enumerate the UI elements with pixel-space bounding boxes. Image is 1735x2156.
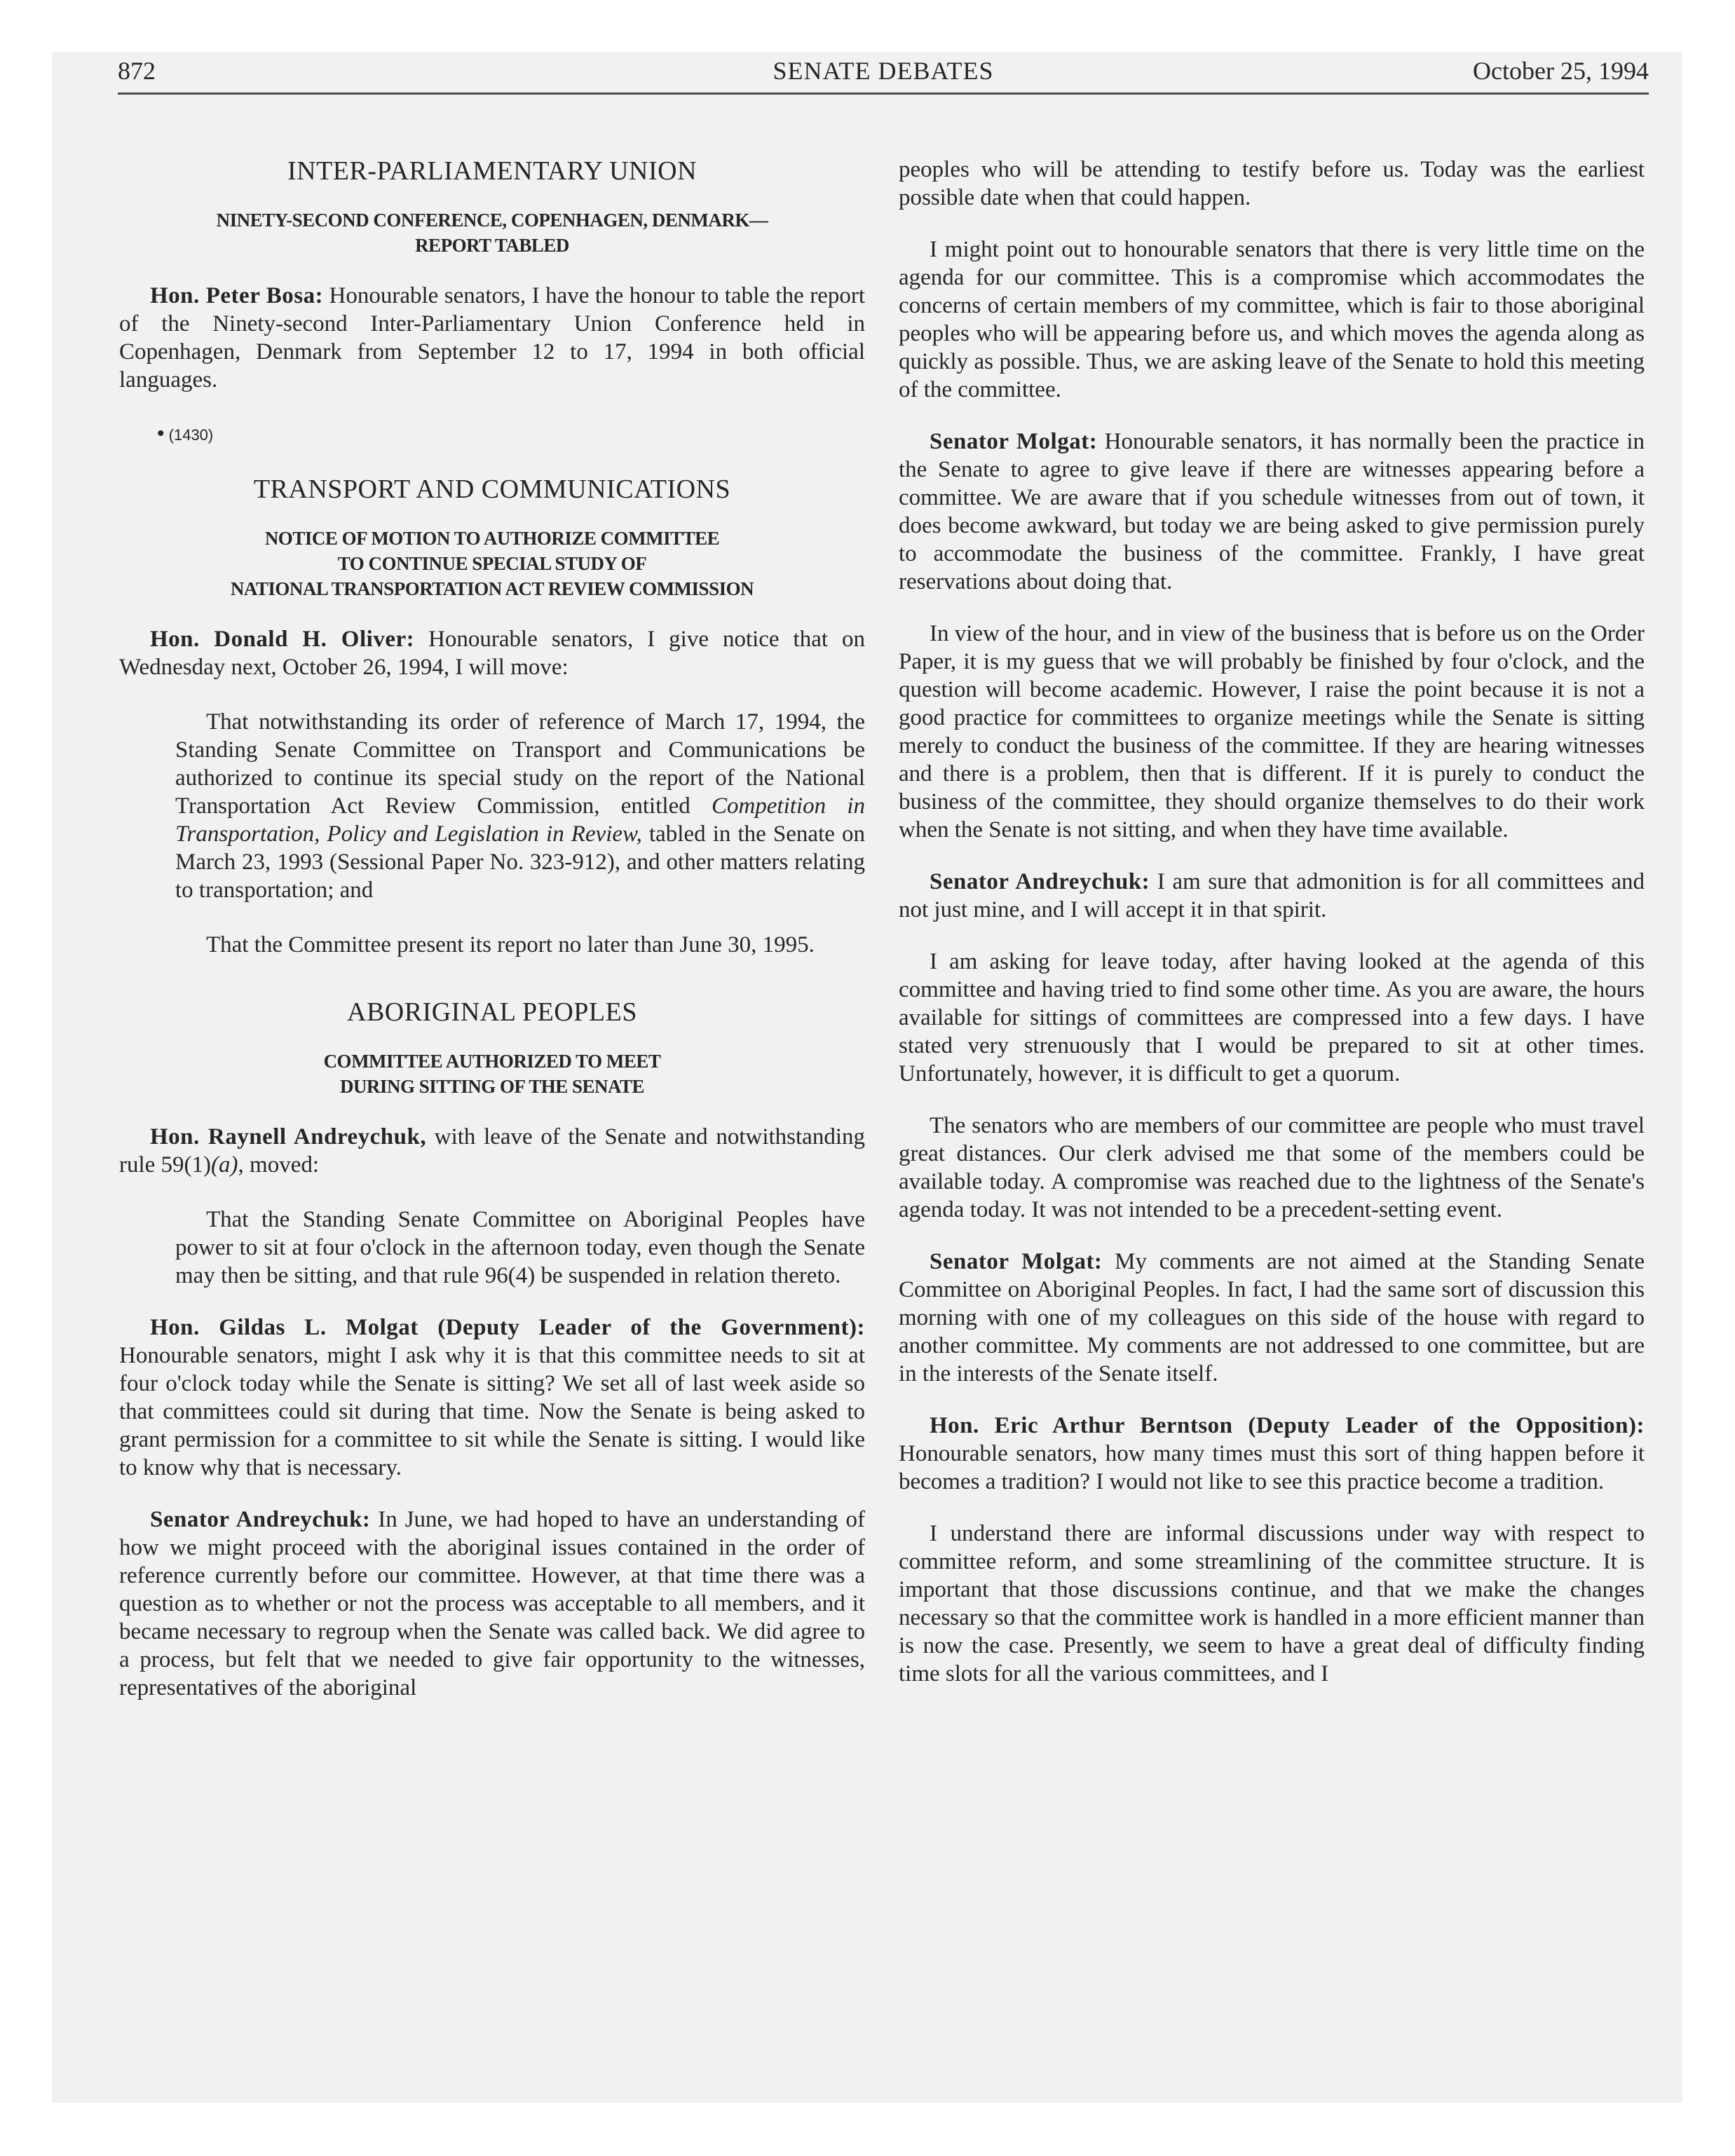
molgat-paragraph-2 bbox=[899, 428, 1645, 596]
left-column bbox=[119, 156, 865, 1702]
speaker-name: Senator Molgat: bbox=[930, 1249, 1103, 1274]
bosa-paragraph bbox=[119, 282, 865, 394]
speaker-name: Senator Andreychuk: bbox=[150, 1507, 371, 1532]
speech-text: Honourable senators, it has normally been the practice in the Senate to agree to give leave if there are witnesses appearing before a committee. We are aware that if you schedule witnesses from out of town, it does become awkward, but today we are being asked to give permission purely to accommodate the business of the committee. Frankly, I have great reservations about doing that. bbox=[899, 429, 1645, 594]
motion-paragraph-2: That the Committee present its report no later than June 30, 1995. bbox=[206, 932, 815, 957]
andreychuk-paragraph-6: The senators who are members of our committee are people who must travel great distances. Our clerk advised me that some of the members could be available today. A compromise was reached due to the lightness of the Senate's agenda today. It was not intended to be a precedent-setting event. bbox=[899, 1113, 1645, 1222]
bullet-icon: • bbox=[157, 422, 165, 445]
speech-text: Honourable senators, how many times must this sort of thing happen before it becomes a tradition? I would not like to see this practice become a tradition. bbox=[899, 1441, 1645, 1494]
time-code: (1430) bbox=[168, 426, 214, 444]
molgat-paragraph-4 bbox=[899, 1248, 1645, 1388]
speaker-name: Senator Molgat: bbox=[930, 429, 1098, 454]
speech-text: Honourable senators, I have the honour to table the report of the Ninety-second Inter-Parliamentary Union Conference held in Copenhagen, Denmark from September 12 to 17, 1994 in both official languages. bbox=[119, 283, 865, 393]
speech-text: In June, we had hoped to have an understanding of how we might proceed with the aboriginal issues contained in the order of reference currently before our committee. However, at that time there was a question as to whether or not the process was acceptable to all members, and it became necessary to regroup when the Senate was called back. We did agree to a process, but felt that we needed to give fair opportunity to the witnesses, representatives of the aboriginal bbox=[119, 1507, 865, 1700]
aboriginal-subheading-line1: COMMITTEE AUTHORIZED TO MEET bbox=[323, 1051, 661, 1072]
andreychuk-paragraph-3: I might point out to honourable senators that there is very little time on the agenda for our committee. This is a compromise which accommodates the concerns of certain members of my committee, which is fair to those aboriginal peoples who will be appearing before us, and which moves the agenda along as quickly as possible. Thus, we are asking leave of the Senate to hold this meeting of the committee. bbox=[899, 237, 1645, 402]
ipu-subheading-line1: NINETY-SECOND CONFERENCE, COPENHAGEN, DENMARK— bbox=[216, 210, 768, 231]
transport-heading: TRANSPORT AND COMMUNICATIONS bbox=[253, 475, 731, 504]
speech-text: Honourable senators, I give notice that on Wednesday next, October 26, 1994, I will move: bbox=[119, 627, 866, 680]
speaker-name: Hon. Eric Arthur Berntson (Deputy Leader of the Opposition): bbox=[930, 1413, 1645, 1438]
ipu-subheading-line2: REPORT TABLED bbox=[415, 235, 569, 256]
andreychuk-motion-paragraph: Hon. Raynell Andreychuk, with leave of the Senate and notwithstanding rule 59(1)(a), moved: bbox=[119, 1124, 865, 1178]
aboriginal-heading: ABORIGINAL PEOPLES bbox=[347, 997, 637, 1027]
transport-subheading-line1: NOTICE OF MOTION TO AUTHORIZE COMMITTEE bbox=[264, 528, 720, 549]
page-header bbox=[118, 55, 1649, 95]
speech-text: I am sure that admonition is for all committees and not just mine, and I will accept it in that spirit. bbox=[899, 869, 1645, 922]
molgat-paragraph-3: In view of the hour, and in view of the business that is before us on the Order Paper, it is my guess that we will probably be finished by four o'clock, and the question will become academic. However, I raise the point because it is not a good practice for committees to organize meetings while the Senate is sitting merely to conduct the business of the committee. If they are hearing witnesses and there is a problem, then that is different. If it is purely to conduct the business of the committee, they should organize themselves to do their work when the Senate is not sitting, and when they have time available. bbox=[899, 621, 1645, 842]
andreychuk-paragraph-2 bbox=[119, 1506, 865, 1702]
page-number: 872 bbox=[118, 57, 156, 85]
publication-title: SENATE DEBATES bbox=[773, 57, 994, 85]
berntson-paragraph-1 bbox=[899, 1412, 1645, 1496]
aboriginal-subheading-line2: DURING SITTING OF THE SENATE bbox=[339, 1076, 645, 1097]
speaker-name: Hon. Gildas L. Molgat (Deputy Leader of the Government): bbox=[150, 1315, 865, 1340]
motion-paragraph-3: That the Standing Senate Committee on Aboriginal Peoples have power to sit at four o'clock in the afternoon today, even though the Senate may then be sitting, and that rule 96(4) be suspended in relation thereto. bbox=[175, 1207, 865, 1288]
motion-paragraph-1: That notwithstanding its order of reference of March 17, 1994, the Standing Senate Committee on Transport and Communications be authorized to continue its special study on the report of the National Transportation Act Review Commission, entitled Competition in Transportation, Policy and Legislation in Review, tabled in the Senate on March 23, 1993 (Sessional Paper No. 323-912), and other matters relating to transportation; and bbox=[175, 709, 865, 903]
ipu-heading: INTER-PARLIAMENTARY UNION bbox=[287, 156, 698, 186]
speaker-name: Hon. Peter Bosa: bbox=[150, 283, 324, 308]
speaker-name: Hon. Donald H. Oliver: bbox=[150, 627, 415, 652]
oliver-paragraph bbox=[119, 625, 865, 681]
molgat-paragraph-1 bbox=[119, 1314, 865, 1482]
andreychuk-paragraph-4 bbox=[899, 868, 1645, 924]
speech-text: My comments are not aimed at the Standing Senate Committee on Aboriginal Peoples. In fact, I had the same sort of discussion this morning with one of my colleagues on this side of the house with regard to another committee. My comments are not addressed to one committee, but are in the interests of the Senate itself. bbox=[899, 1249, 1645, 1386]
publication-date: October 25, 1994 bbox=[1473, 57, 1649, 85]
transport-subheading-line2: TO CONTINUE SPECIAL STUDY OF bbox=[337, 553, 647, 574]
continued-paragraph: peoples who will be attending to testify before us. Today was the earliest possible date when that could happen. bbox=[899, 157, 1645, 210]
speaker-name: Senator Andreychuk: bbox=[930, 869, 1150, 894]
speaker-name: Hon. Raynell Andreychuk, bbox=[150, 1124, 427, 1149]
transport-subheading-line3: NATIONAL TRANSPORTATION ACT REVIEW COMMISSION bbox=[230, 578, 754, 599]
right-column bbox=[899, 156, 1645, 1688]
speech-text: Honourable senators, might I ask why it is that this committee needs to sit at four o'clock today while the Senate is sitting? We set all of last week aside so that committees could sit during that time. Now the Senate is being asked to grant permission for a committee to sit while the Senate is sitting. I would like to know why that is necessary. bbox=[119, 1343, 865, 1480]
berntson-paragraph-2: I understand there are informal discussions under way with respect to committee reform, and some streamlining of the committee structure. It is important that those discussions continue, and that we make the changes necessary so that the committee work is handled in a more efficient manner than is now the case. Presently, we seem to have a great deal of difficulty finding time slots for all the various committees, and I bbox=[899, 1521, 1645, 1686]
andreychuk-paragraph-5: I am asking for leave today, after having looked at the agenda of this committee and having tried to find some other time. As you are aware, the hours available for sittings of committees are compressed into a few days. I have stated very strenuously that I would be prepared to sit at other times. Unfortunately, however, it is difficult to get a quorum. bbox=[899, 949, 1645, 1086]
report-title: Competition in Transportation, Policy and Legislation in Review, bbox=[175, 793, 865, 847]
time-marker bbox=[157, 422, 865, 446]
